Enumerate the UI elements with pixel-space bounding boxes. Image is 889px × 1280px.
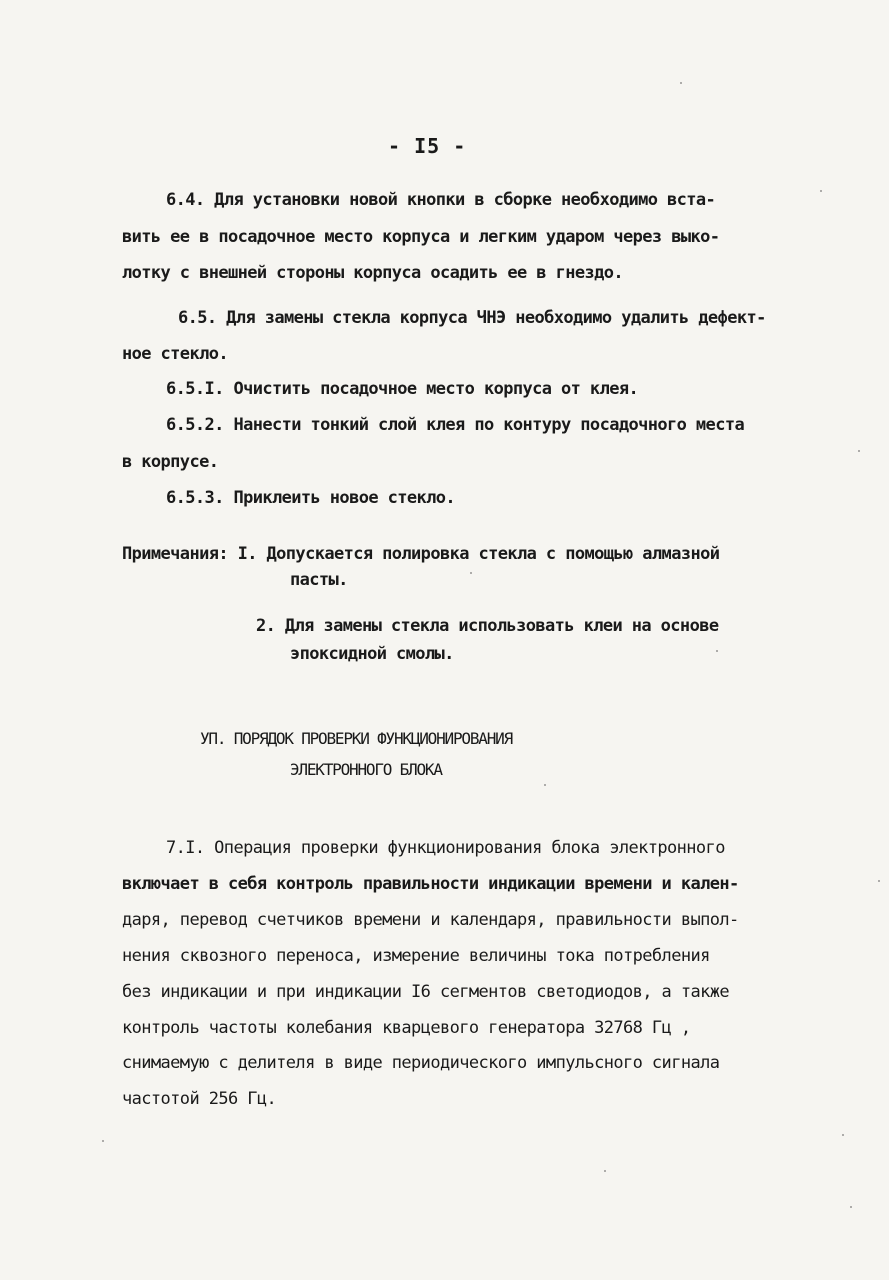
para-7-1-line-7: снимаемую с делителя в виде периодического импульсного сигнала [122,1053,720,1073]
scan-speck [604,1170,606,1172]
note-2-line-2: эпоксидной смолы. [290,644,454,664]
scan-speck [842,1134,844,1136]
para-6-5-line-1: 6.5. Для замены стекла корпуса ЧНЭ необходимо удалить дефект- [178,308,766,328]
para-6-4-line-2: вить ее в посадочное место корпуса и легким ударом через выко- [122,227,720,247]
para-7-1-line-6: контроль частоты колебания кварцевого генератора 32768 Гц , [122,1018,691,1038]
scan-speck [470,572,472,574]
scan-speck [820,190,822,192]
para-6-5-2-line-1: 6.5.2. Нанести тонкий слой клея по контуру посадочного места [166,415,745,435]
page-number: - I5 - [388,134,467,158]
para-6-5-3: 6.5.3. Приклеить новое стекло. [166,488,456,508]
chapter-7-title-line-1: УП. ПОРЯДОК ПРОВЕРКИ ФУНКЦИОНИРОВАНИЯ [200,729,513,748]
scan-speck [858,450,860,452]
scan-speck [544,784,546,786]
note-1-line-2: пасты. [290,570,348,590]
scan-speck [878,880,880,882]
para-6-5-line-2: ное стекло. [122,344,228,364]
scan-speck [716,650,718,652]
para-7-1-line-4: нения сквозного переноса, измерение величины тока потребления [122,946,710,966]
para-6-5-2-line-2: в корпусе. [122,452,219,472]
para-7-1-line-2: включает в себя контроль правильности индикации времени и кален- [122,874,739,894]
para-7-1-line-8: частотой 256 Гц. [122,1089,277,1109]
para-7-1-line-5: без индикации и при индикации I6 сегментов светодиодов, а также [122,982,729,1002]
para-6-4-line-3: лотку с внешней стороны корпуса осадить ее в гнездо. [122,263,624,283]
para-6-5-1: 6.5.I. Очистить посадочное место корпуса от клея. [166,379,639,399]
chapter-7-title-line-2: ЭЛЕКТРОННОГО БЛОКА [290,760,442,779]
para-7-1-line-3: даря, перевод счетчиков времени и календаря, правильности выпол- [122,910,739,930]
para-7-1-line-1: 7.I. Операция проверки функционирования блока электронного [166,838,725,858]
note-1-line-1: Примечания: I. Допускается полировка стекла с помощью алмазной [122,544,720,564]
scan-speck [680,82,682,84]
note-2-line-1: 2. Для замены стекла использовать клеи на основе [256,616,719,636]
scan-speck [850,1206,852,1208]
scan-speck [102,1140,104,1142]
para-6-4-line-1: 6.4. Для установки новой кнопки в сборке необходимо вста- [166,190,716,210]
